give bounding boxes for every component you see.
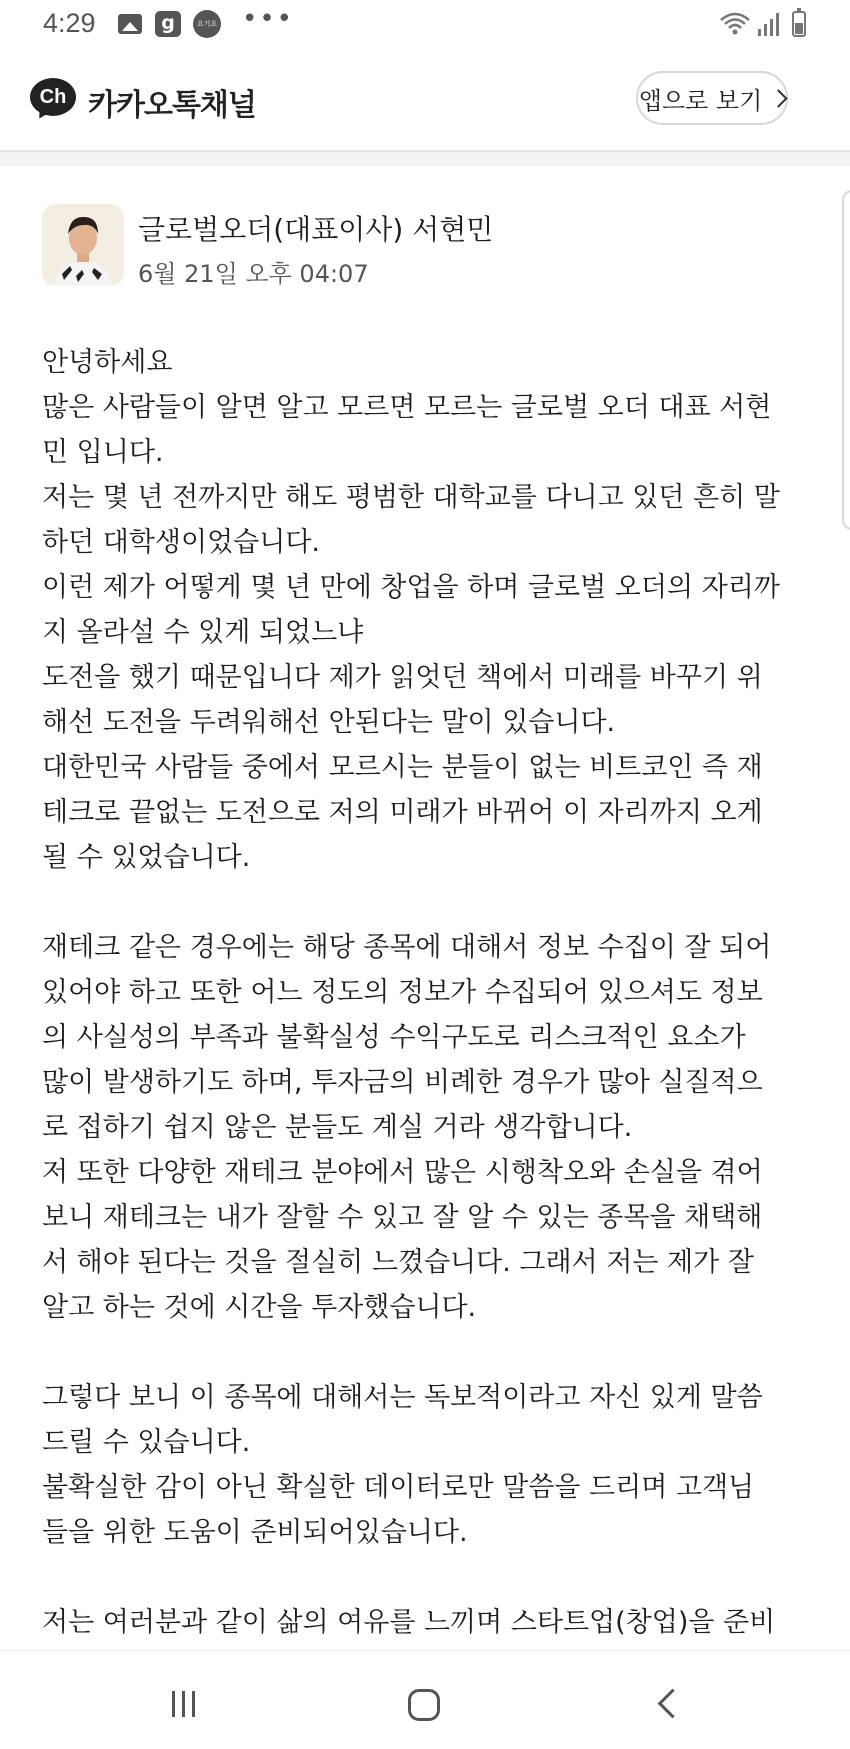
back-icon[interactable]: [658, 1689, 688, 1719]
post-line: 보니 재테크는 내가 잘할 수 있고 잘 알 수 있는 종목을 채택해: [42, 1202, 763, 1233]
wifi-icon: [720, 12, 750, 36]
avatar-image: [42, 204, 124, 286]
post-line: 불확실한 감이 아닌 확실한 데이터로만 말씀을 드리며 고객님: [42, 1472, 755, 1503]
post-line: 지 올라설 수 있게 되었느냐: [42, 617, 364, 648]
post-line: 의 사실성의 부족과 불확실성 수익구도로 리스크적인 요소가: [42, 1022, 746, 1053]
post-line: 될 수 있었습니다.: [42, 842, 251, 873]
post-line: 저는 여러분과 같이 삶의 여유를 느끼며 스타트업(창업)을 준비: [42, 1607, 776, 1638]
post-line: 해선 도전을 두려워해선 안된다는 말이 있습니다.: [42, 707, 616, 738]
recent-apps-icon[interactable]: [172, 1691, 202, 1721]
post-line: 대한민국 사람들 중에서 모르시는 분들이 없는 비트코인 즉 재: [42, 752, 763, 783]
post-line: 재테크 같은 경우에는 해당 종목에 대해서 정보 수집이 잘 되어: [42, 932, 772, 963]
more-dots-icon: •••: [242, 4, 295, 34]
home-icon[interactable]: [408, 1689, 440, 1721]
logo-text: Ch: [39, 86, 67, 108]
post-line: 알고 하는 것에 시간을 투자했습니다.: [42, 1292, 477, 1323]
post-line: 테크로 끝없는 도전으로 저의 미래가 바뀌어 이 자리까지 오게: [42, 797, 763, 828]
status-time: 4:29: [43, 8, 96, 38]
blank-line: [42, 1330, 822, 1375]
g-app-icon: g: [155, 11, 181, 37]
kakao-channel-logo[interactable]: [30, 78, 78, 118]
post-author[interactable]: 글로벌오더(대표이사) 서현민: [138, 213, 494, 246]
brand-name: 카카오톡채널: [88, 88, 256, 123]
post-line: 서 해야 된다는 것을 절실히 느꼈습니다. 그래서 저는 제가 잘: [42, 1247, 754, 1278]
system-nav-bar: [0, 1650, 850, 1749]
post-line: 그렇다 보니 이 종목에 대해서는 독보적이라고 자신 있게 말씀: [42, 1382, 763, 1413]
post-line: 민 입니다.: [42, 437, 164, 468]
post-line: 있어야 하고 또한 어느 정도의 정보가 수집되어 있으셔도 정보: [42, 977, 763, 1008]
blank-line: [42, 880, 822, 925]
post-line: 저 또한 다양한 재테크 분야에서 많은 시행착오와 손실을 겪어: [42, 1157, 763, 1188]
post-line: 로 접하기 쉽지 않은 분들도 계실 거라 생각합니다.: [42, 1112, 633, 1143]
signal-icon: [758, 12, 782, 36]
post-date: 6월 21일 오후 04:07: [138, 260, 369, 288]
open-in-app-label: 앱으로 보기: [638, 86, 763, 115]
post-line: 도전을 했기 때문입니다 제가 읽엇던 책에서 미래를 바꾸기 위: [42, 662, 763, 693]
blank-line: [42, 1555, 822, 1600]
open-in-app-button[interactable]: [636, 71, 788, 125]
post-line: 많은 사람들이 알면 알고 모르면 모르는 글로벌 오더 대표 서현: [42, 392, 772, 423]
chevron-right-icon: [770, 89, 788, 107]
post-line: 안녕하세요: [42, 347, 173, 378]
post-line: 드릴 수 있습니다.: [42, 1427, 251, 1458]
post-line: 많이 발생하기도 하며, 투자금의 비례한 경우가 많아 실질적으: [42, 1067, 763, 1098]
header-divider: [0, 152, 850, 166]
photo-icon: [118, 14, 142, 34]
post-line: 들을 위한 도움이 준비되어있습니다.: [42, 1517, 468, 1548]
battery-icon: [792, 11, 806, 37]
post-line: 저는 몇 년 전까지만 해도 평범한 대학교를 다니고 있던 흔히 말: [42, 482, 780, 513]
author-avatar[interactable]: [42, 204, 124, 286]
post-body: [42, 340, 822, 1645]
status-bar: [0, 0, 850, 52]
channel-header: [0, 52, 850, 152]
notification-badge-icon: 요기요: [193, 10, 221, 38]
post-line: 하던 대학생이었습니다.: [42, 527, 320, 558]
side-panel-handle[interactable]: [842, 190, 850, 530]
post-line: 이런 제가 어떻게 몇 년 만에 창업을 하며 글로벌 오더의 자리까: [42, 572, 780, 603]
